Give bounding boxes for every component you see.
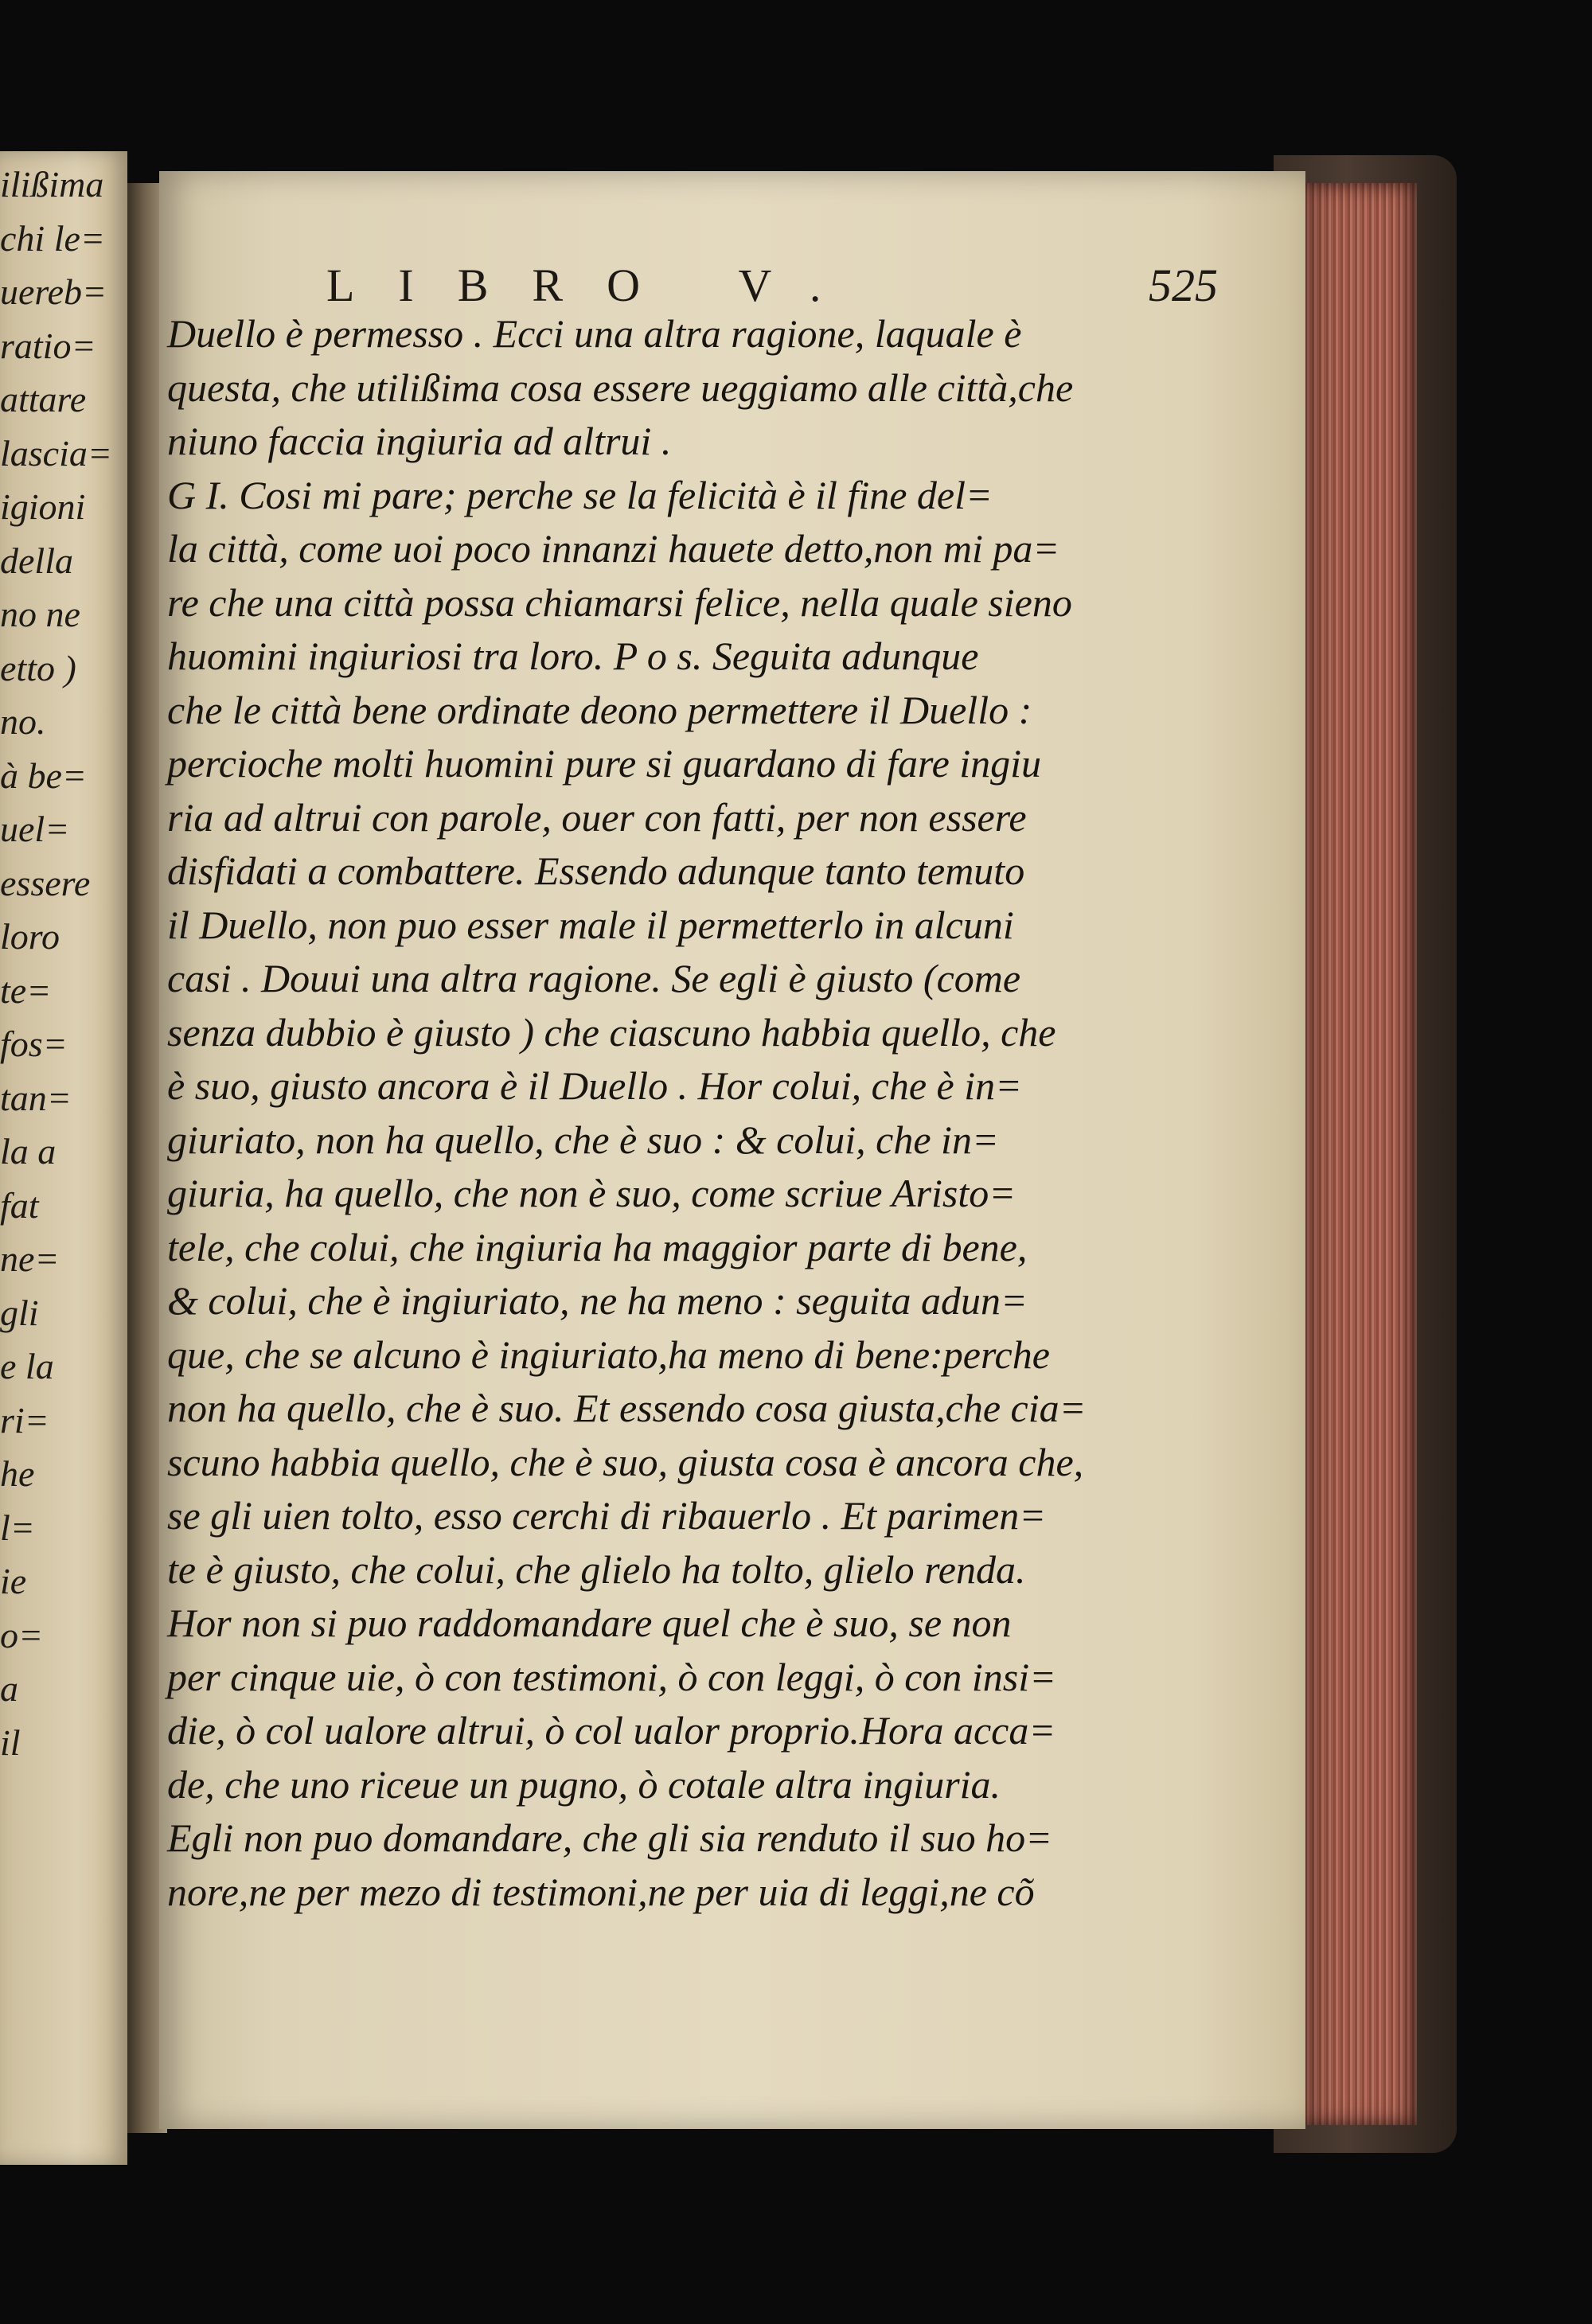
text-line: die, ò col ualore altrui, ò col ualor proprio.Hora acca= xyxy=(167,1708,1056,1753)
text-line: G I. Cosi mi pare; perche se la felicità è il fine del= xyxy=(167,472,993,517)
previous-page-text-fragment: fos= xyxy=(0,1024,68,1064)
previous-page-text-fragment: ilißima xyxy=(0,164,104,205)
previous-page-text-fragment: lascia= xyxy=(0,432,112,474)
text-line: giuriato, non ha quello, che è suo : & colui, che in= xyxy=(167,1117,999,1162)
previous-page-text-fragment: no. xyxy=(0,701,46,742)
previous-page-text-fragment: attare xyxy=(0,379,87,419)
previous-page-text-fragment: l= xyxy=(0,1507,35,1548)
previous-page-text-fragment: à be= xyxy=(0,755,87,796)
text-line: de, che uno riceue un pugno, ò cotale altra ingiuria. xyxy=(167,1761,1001,1807)
previous-page-text-fragment: etto ) xyxy=(0,647,76,688)
previous-page-text-fragment: della xyxy=(0,540,73,581)
previous-page-text-fragment: uel= xyxy=(0,809,70,849)
text-line: il Duello, non puo esser male il permetterlo in alcuni xyxy=(167,902,1014,947)
text-line: que, che se alcuno è ingiuriato,ha meno di bene:perche xyxy=(167,1332,1050,1377)
text-line: casi . Douui una altra ragione. Se egli è giusto (come xyxy=(167,956,1021,1000)
previous-page-text-fragment: uereb= xyxy=(0,271,107,312)
previous-page-text-fragment: a xyxy=(0,1668,18,1709)
previous-page-text-fragment: ne= xyxy=(0,1238,60,1279)
previous-page-text-fragment: chi le= xyxy=(0,217,105,259)
text-line: te è giusto, che colui, che glielo ha tolto, glielo renda. xyxy=(167,1546,1026,1592)
running-head-title: LIBRO V. xyxy=(326,259,865,311)
text-line: per cinque uie, ò con testimoni, ò con leggi, ò con insi= xyxy=(167,1654,1056,1699)
page-number: 525 xyxy=(1149,259,1218,311)
text-line: Duello è permesso . Ecci una altra ragione, laquale è xyxy=(167,311,1022,356)
text-line: senza dubbio è giusto ) che ciascuno habbia quello, che xyxy=(167,1009,1056,1055)
previous-page-fragment xyxy=(0,151,127,2165)
text-line: disfidati a combattere. Essendo adunque tanto temuto xyxy=(167,848,1025,893)
previous-page-text-fragment: loro xyxy=(0,916,60,957)
previous-page-text-fragment: o= xyxy=(0,1614,44,1655)
text-line: ria ad altrui con parole, ouer con fatti, per non essere xyxy=(167,794,1027,840)
previous-page-text-fragment: il xyxy=(0,1722,21,1763)
text-line: scuno habbia quello, che è suo, giusta cosa è ancora che, xyxy=(167,1439,1084,1484)
previous-page-text-fragment: ratio= xyxy=(0,325,96,366)
previous-page-text-fragment: te= xyxy=(0,969,52,1011)
previous-page-text-fragment: fat xyxy=(0,1184,39,1226)
previous-page-text-fragment: tan= xyxy=(0,1077,72,1118)
text-line: tele, che colui, che ingiuria ha maggior parte di bene, xyxy=(167,1224,1028,1269)
previous-page-text-fragment: igioni xyxy=(0,486,86,527)
text-line: se gli uien tolto, esso cerchi di ribauerlo . Et parimen= xyxy=(167,1493,1046,1538)
text-line: questa, che utilißima cosa essere ueggiamo alle città,che xyxy=(167,365,1074,410)
previous-page-text-fragment: ri= xyxy=(0,1399,49,1441)
text-line: non ha quello, che è suo. Et essendo cosa giusta,che cia= xyxy=(167,1386,1087,1430)
previous-page-text-fragment: no ne xyxy=(0,594,80,634)
previous-page-text-fragment: ie xyxy=(0,1561,27,1601)
previous-page-text-fragment: la a xyxy=(0,1131,57,1172)
text-line: percioche molti huomini pure si guardano di fare ingiu xyxy=(167,741,1042,786)
text-line: re che una città possa chiamarsi felice, nella quale sieno xyxy=(167,579,1072,625)
text-line: & colui, che è ingiuriato, ne ha meno : seguita adun= xyxy=(167,1278,1028,1323)
previous-page-text-fragment: gli xyxy=(0,1292,39,1333)
page-fore-edge xyxy=(1297,183,1417,2125)
book-page xyxy=(159,171,1305,2129)
text-line: che le città bene ordinate deono permettere il Duello : xyxy=(167,687,1032,732)
previous-page-text-fragment: e la xyxy=(0,1346,54,1386)
previous-page-text-fragment: he xyxy=(0,1453,35,1494)
text-line: nore,ne per mezo di testimoni,ne per uia di leggi,ne cõ xyxy=(167,1869,1035,1914)
text-line: è suo, giusto ancora è il Duello . Hor colui, che è in= xyxy=(167,1063,1022,1108)
text-line: huomini ingiuriosi tra loro. P o s. Seguita adunque xyxy=(167,634,979,678)
text-line: la città, come uoi poco innanzi hauete detto,non mi pa= xyxy=(167,526,1060,571)
previous-page-text-fragment: essere xyxy=(0,862,91,903)
text-line: Egli non puo domandare, che gli sia renduto il suo ho= xyxy=(167,1815,1052,1860)
text-line: Hor non si puo raddomandare quel che è suo, se non xyxy=(167,1601,1012,1645)
text-line: giuria, ha quello, che non è suo, come scriue Aristo= xyxy=(167,1171,1016,1215)
text-line: niuno faccia ingiuria ad altrui . xyxy=(167,419,672,463)
